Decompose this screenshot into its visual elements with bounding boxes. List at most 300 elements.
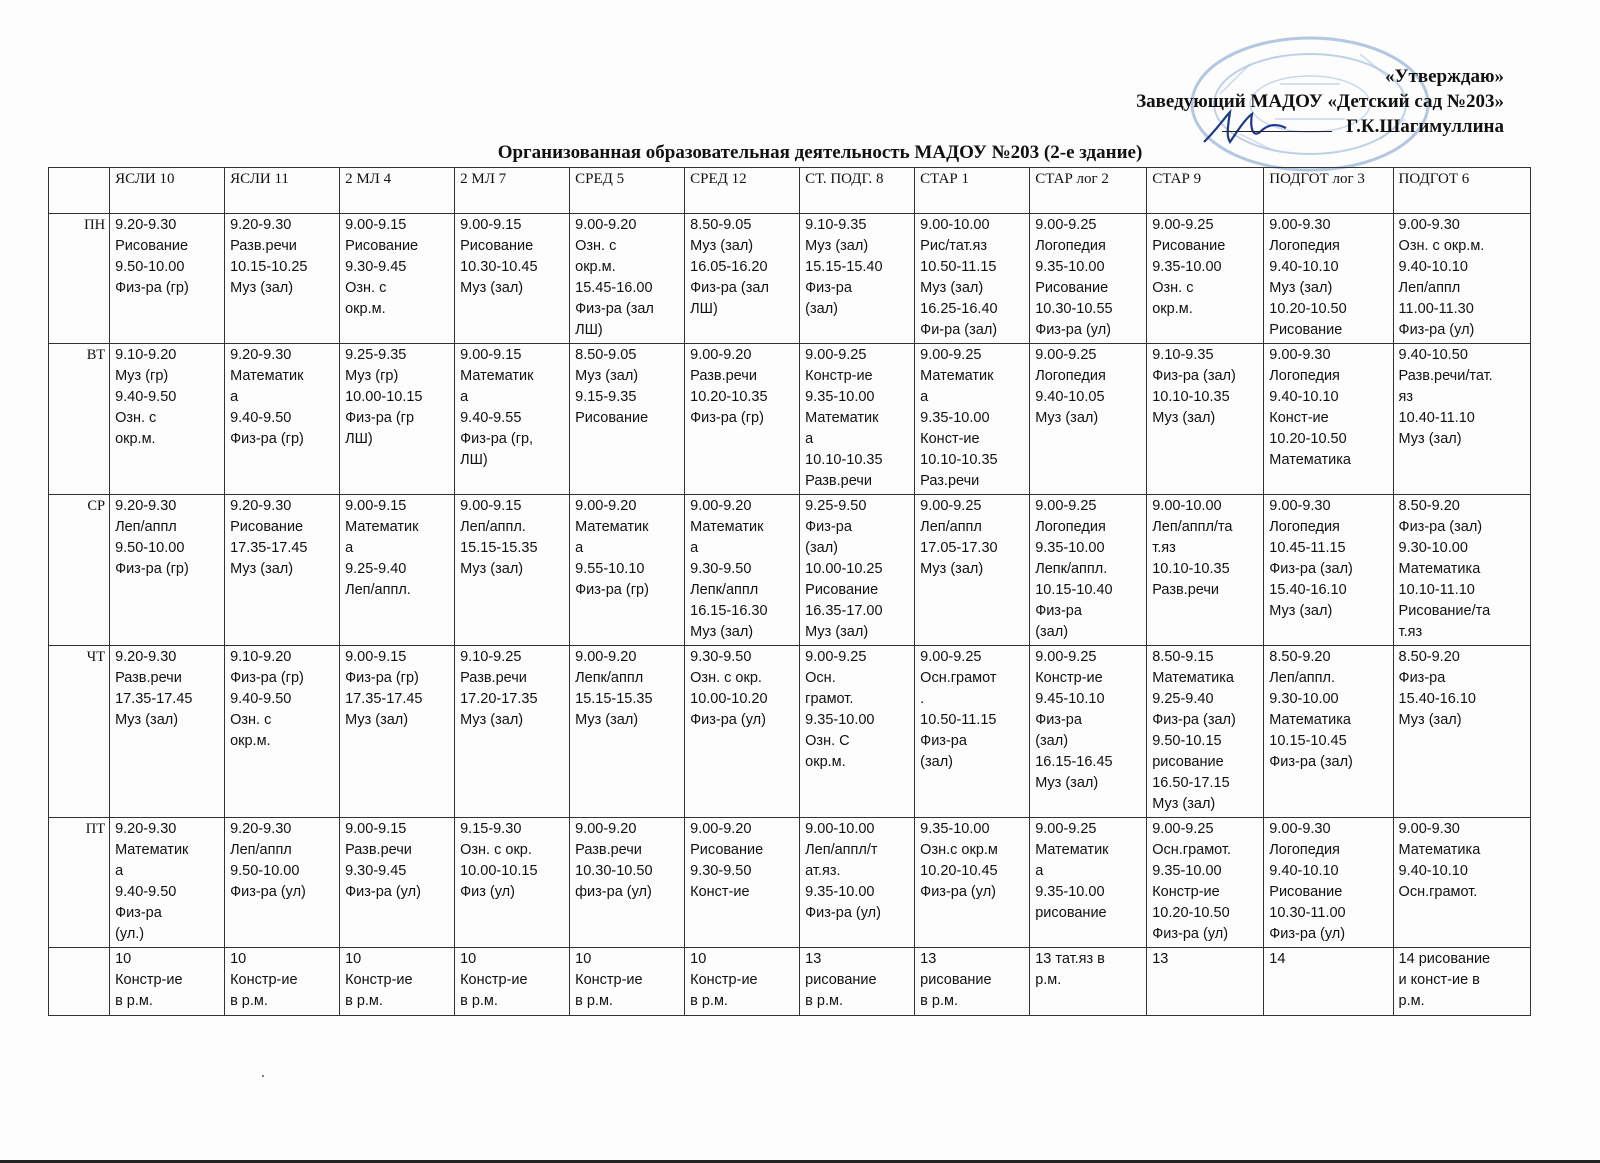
- cell-line: ЛШ): [575, 322, 603, 338]
- schedule-cell: [110, 495, 225, 646]
- cell-line: 9.10-9.35: [805, 217, 867, 233]
- cell-line: в р.м.: [575, 993, 613, 1009]
- schedule-cell: [800, 818, 915, 948]
- cell-line: Физ-ра (ул): [920, 884, 996, 900]
- cell-line: 9.40-10.10: [1269, 863, 1339, 879]
- cell-line: 9.40-9.50: [230, 410, 292, 426]
- schedule-cell: [225, 214, 340, 344]
- cell-line: Физ-ра (гр): [115, 561, 189, 577]
- cell-line: Озн. с: [575, 238, 617, 254]
- header-row: [49, 168, 1531, 214]
- cell-line: 9.20-9.30: [115, 217, 177, 233]
- cell-line: Физ-ра (ул): [690, 712, 766, 728]
- cell-line: 9.35-10.00: [1152, 259, 1222, 275]
- cell-line: ат.яз.: [805, 863, 841, 879]
- cell-line: 13 тат.яз в: [1035, 951, 1105, 967]
- cell-line: 9.15-9.30: [460, 821, 522, 837]
- cell-line: Осн.грамот.: [1398, 884, 1478, 900]
- approval-heading: «Утверждаю»: [1385, 66, 1504, 87]
- cell-line: Фи-ра (зал): [920, 322, 998, 338]
- cell-line: 9.00-9.15: [345, 649, 407, 665]
- approval-position: Заведующий МАДОУ «Детский сад №203»: [1136, 91, 1504, 112]
- cell-line: Рисование: [575, 410, 649, 426]
- cell-line: 9.40-10.05: [1035, 389, 1105, 405]
- cell-line: 9.30-10.00: [1269, 691, 1339, 707]
- cell-line: Муз (зал): [805, 238, 869, 254]
- group-header: СРЕД 5: [570, 168, 685, 214]
- schedule-cell: [915, 214, 1030, 344]
- cell-line: 16.35-17.00: [805, 603, 883, 619]
- day-row: [49, 818, 1531, 948]
- day-row: [49, 214, 1531, 344]
- cell-line: в р.м.: [230, 993, 268, 1009]
- totals-label-cell: [49, 948, 110, 1016]
- cell-line: и конст-ие в: [1398, 972, 1480, 988]
- schedule-cell: [225, 495, 340, 646]
- cell-line: Муз (гр): [115, 368, 169, 384]
- cell-line: Физ (ул): [460, 884, 515, 900]
- cell-line: 9.20-9.30: [230, 217, 292, 233]
- cell-line: Математик: [575, 519, 649, 535]
- cell-line: Математик: [230, 368, 304, 384]
- cell-line: 9.00-9.25: [920, 498, 982, 514]
- cell-line: окр.м.: [1152, 301, 1193, 317]
- group-header: ПОДГОТ лог 3: [1264, 168, 1393, 214]
- cell-line: 10.15-10.25: [230, 259, 308, 275]
- cell-line: 10.30-10.50: [575, 863, 653, 879]
- cell-line: Математик: [460, 368, 534, 384]
- cell-line: 10.30-11.00: [1269, 905, 1346, 921]
- cell-line: Рис/тат.яз: [920, 238, 988, 254]
- cell-line: Физ-ра (зал: [575, 301, 654, 317]
- cell-line: Муз (зал): [1152, 796, 1216, 812]
- cell-line: Логопедия: [1035, 238, 1106, 254]
- group-header: СТ. ПОДГ. 8: [800, 168, 915, 214]
- schedule-cell: [1147, 495, 1264, 646]
- cell-line: 14 рисование: [1398, 951, 1491, 967]
- cell-line: Леп/аппл: [1398, 280, 1461, 296]
- cell-line: (зал): [1035, 733, 1069, 749]
- cell-line: 9.50-10.00: [115, 540, 185, 556]
- day-label: ПТ: [49, 818, 110, 948]
- cell-line: 10.20-10.50: [1152, 905, 1230, 921]
- cell-line: 9.00-9.25: [805, 347, 867, 363]
- cell-line: Муз (зал): [805, 624, 869, 640]
- cell-line: 9.00-9.25: [1152, 821, 1214, 837]
- schedule-cell: [455, 646, 570, 818]
- cell-line: 10.10-11.10: [1398, 582, 1475, 598]
- cell-line: 9.40-9.50: [115, 389, 177, 405]
- cell-line: Математика: [1398, 561, 1481, 577]
- cell-line: Озн. с: [230, 712, 272, 728]
- cell-line: Констр-ие: [575, 972, 643, 988]
- cell-line: Математик: [115, 842, 189, 858]
- cell-line: Логопедия: [1269, 519, 1340, 535]
- cell-line: 9.00-9.25: [1035, 649, 1097, 665]
- cell-line: Рисование: [690, 842, 764, 858]
- totals-cell: [1147, 948, 1264, 1016]
- day-label: СР: [49, 495, 110, 646]
- cell-line: 13: [805, 951, 822, 967]
- cell-line: окр.м.: [345, 301, 386, 317]
- cell-line: Логопедия: [1035, 519, 1106, 535]
- cell-line: 9.20-9.30: [115, 821, 177, 837]
- schedule-cell: [685, 818, 800, 948]
- cell-line: Физ-ра (гр): [230, 670, 304, 686]
- cell-line: Муз (зал): [1035, 410, 1099, 426]
- cell-line: 9.20-9.30: [115, 649, 177, 665]
- cell-line: 9.35-10.00: [805, 884, 875, 900]
- cell-line: 10.10-10.35: [805, 452, 883, 468]
- cell-line: а: [1035, 863, 1044, 879]
- cell-line: Физ-ра (ул): [805, 905, 881, 921]
- cell-line: 9.10-9.20: [230, 649, 292, 665]
- cell-line: в р.м.: [920, 993, 958, 1009]
- cell-line: 9.40-10.50: [1398, 347, 1468, 363]
- cell-line: Осн.грамот.: [1152, 842, 1231, 858]
- schedule-cell: [110, 818, 225, 948]
- cell-line: 9.40-10.10: [1398, 259, 1468, 275]
- cell-line: 10.00-10.15: [345, 389, 423, 405]
- cell-line: 9.35-10.00: [805, 712, 875, 728]
- cell-line: Рисование: [230, 519, 304, 535]
- cell-line: 15.40-16.10: [1269, 582, 1347, 598]
- cell-line: Муз (зал): [345, 712, 409, 728]
- cell-line: Физ-ра (зал): [1152, 368, 1236, 384]
- cell-line: (зал): [805, 301, 838, 317]
- cell-line: Осн.грамот: [920, 670, 997, 686]
- cell-line: 9.50-10.00: [115, 259, 185, 275]
- cell-line: Физ-ра (зал): [1269, 561, 1353, 577]
- cell-line: Физ-ра: [115, 905, 162, 921]
- cell-line: Рисование: [460, 238, 534, 254]
- schedule-cell: [1393, 495, 1530, 646]
- cell-line: 9.00-9.20: [575, 649, 637, 665]
- schedule-cell: [110, 646, 225, 818]
- schedule-cell: [570, 818, 685, 948]
- schedule-cell: [340, 495, 455, 646]
- cell-line: яз: [1398, 389, 1414, 405]
- schedule-cell: [1393, 818, 1530, 948]
- cell-line: 9.30-9.45: [345, 863, 407, 879]
- cell-line: 15.15-15.35: [460, 540, 538, 556]
- cell-line: а: [805, 431, 814, 447]
- totals-cell: [340, 948, 455, 1016]
- cell-line: 10: [230, 951, 247, 967]
- cell-line: 17.35-17.45: [230, 540, 308, 556]
- cell-line: 9.50-10.00: [230, 863, 300, 879]
- cell-line: Математик: [920, 368, 994, 384]
- schedule-cell: [455, 344, 570, 495]
- schedule-cell: [800, 214, 915, 344]
- schedule-cell: [225, 818, 340, 948]
- cell-line: 9.00-9.30: [1269, 821, 1331, 837]
- cell-line: Разв.речи: [690, 368, 757, 384]
- cell-line: Рисование: [1035, 280, 1109, 296]
- cell-line: р.м.: [1035, 972, 1062, 988]
- day-row: [49, 495, 1531, 646]
- cell-line: Конст-ие: [1269, 410, 1329, 426]
- cell-line: 9.25-9.50: [805, 498, 867, 514]
- cell-line: Математик: [1035, 842, 1109, 858]
- cell-line: Рисование: [1269, 884, 1343, 900]
- cell-line: 8.50-9.05: [690, 217, 752, 233]
- cell-line: 16.25-16.40: [920, 301, 998, 317]
- cell-line: Физ-ра (гр): [575, 582, 649, 598]
- schedule-table: [48, 167, 1531, 1016]
- schedule-cell: [1147, 214, 1264, 344]
- cell-line: ЛШ): [460, 452, 488, 468]
- cell-line: Разв.речи: [575, 842, 642, 858]
- cell-line: Муз (зал): [230, 561, 294, 577]
- cell-line: 9.40-10.10: [1269, 259, 1339, 275]
- cell-line: 9.00-9.30: [1269, 217, 1331, 233]
- cell-line: Математика: [1269, 452, 1351, 468]
- cell-line: Физ-ра (ул): [1152, 926, 1229, 942]
- cell-line: 9.00-9.20: [575, 217, 637, 233]
- cell-line: в р.м.: [805, 993, 843, 1009]
- totals-cell: [1030, 948, 1147, 1016]
- schedule-cell: [225, 344, 340, 495]
- cell-line: 9.35-10.00: [1035, 540, 1105, 556]
- schedule-cell: [1030, 214, 1147, 344]
- cell-line: Конст-ие: [920, 431, 980, 447]
- cell-line: 10.40-11.10: [1398, 410, 1475, 426]
- cell-line: 10.15-10.45: [1269, 733, 1347, 749]
- cell-line: рисование: [920, 972, 992, 988]
- group-header: СРЕД 12: [685, 168, 800, 214]
- cell-line: 8.50-9.20: [1269, 649, 1331, 665]
- totals-cell: [1264, 948, 1393, 1016]
- cell-line: 16.15-16.45: [1035, 754, 1113, 770]
- cell-line: 9.00-9.20: [690, 821, 752, 837]
- cell-line: 17.35-17.45: [115, 691, 193, 707]
- cell-line: Муз (зал): [1035, 775, 1099, 791]
- cell-line: Физ-ра: [1035, 603, 1082, 619]
- cell-line: 9.45-10.10: [1035, 691, 1105, 707]
- cell-line: 9.15-9.35: [575, 389, 637, 405]
- cell-line: Муз (зал): [460, 712, 524, 728]
- cell-line: 10.20-10.35: [690, 389, 768, 405]
- cell-line: Рисование/та: [1398, 603, 1491, 619]
- cell-line: 9.55-10.10: [575, 561, 645, 577]
- cell-line: 9.20-9.30: [230, 821, 292, 837]
- cell-line: а: [460, 389, 469, 405]
- totals-cell: [455, 948, 570, 1016]
- cell-line: 17.35-17.45: [345, 691, 423, 707]
- cell-line: 9.00-9.15: [345, 217, 407, 233]
- cell-line: Констр-ие: [460, 972, 528, 988]
- cell-line: 8.50-9.20: [1398, 498, 1460, 514]
- cell-line: Озн. С: [805, 733, 850, 749]
- cell-line: рисование: [1152, 754, 1224, 770]
- cell-line: 10.00-10.20: [690, 691, 768, 707]
- cell-line: Муз (зал): [690, 238, 754, 254]
- cell-line: Озн. с окр.: [690, 670, 762, 686]
- cell-line: Физ-ра (зал): [1269, 754, 1353, 770]
- cell-line: 8.50-9.20: [1398, 649, 1460, 665]
- cell-line: Леп/аппл.: [1269, 670, 1335, 686]
- cell-line: 10.50-11.15: [920, 712, 997, 728]
- cell-line: Физ-ра (ул): [230, 884, 306, 900]
- cell-line: 9.25-9.35: [345, 347, 407, 363]
- cell-line: 9.35-10.00: [1152, 863, 1222, 879]
- schedule-cell: [340, 214, 455, 344]
- cell-line: 9.30-9.45: [345, 259, 407, 275]
- cell-line: рисование: [805, 972, 877, 988]
- cell-line: Муз (зал): [1269, 280, 1333, 296]
- cell-line: Муз (зал): [115, 712, 179, 728]
- schedule-cell: [340, 344, 455, 495]
- schedule-cell: [455, 214, 570, 344]
- cell-line: Физ-ра (ул): [1398, 322, 1475, 338]
- cell-line: 10: [345, 951, 362, 967]
- cell-line: 9.25-9.40: [1152, 691, 1214, 707]
- cell-line: Физ-ра: [805, 280, 852, 296]
- cell-line: Математика: [1398, 842, 1481, 858]
- cell-line: Логопедия: [1269, 368, 1340, 384]
- cell-line: Осн.: [805, 670, 836, 686]
- schedule-cell: [1264, 818, 1393, 948]
- cell-line: 15.45-16.00: [575, 280, 653, 296]
- cell-line: а: [230, 389, 239, 405]
- cell-line: 9.25-9.40: [345, 561, 407, 577]
- cell-line: 9.00-9.15: [345, 821, 407, 837]
- cell-line: 10.00-10.25: [805, 561, 883, 577]
- group-header: ЯСЛИ 11: [225, 168, 340, 214]
- cell-line: 13: [920, 951, 937, 967]
- cell-line: ЛШ): [345, 431, 373, 447]
- cell-line: Леп/аппл: [920, 519, 982, 535]
- schedule-cell: [110, 344, 225, 495]
- cell-line: Озн. с: [115, 410, 157, 426]
- totals-cell: [1393, 948, 1530, 1016]
- cell-line: 9.00-9.20: [575, 498, 637, 514]
- group-header: ЯСЛИ 10: [110, 168, 225, 214]
- schedule-cell: [1393, 646, 1530, 818]
- cell-line: 9.00-9.25: [1035, 821, 1097, 837]
- schedule-cell: [685, 646, 800, 818]
- cell-line: 16.05-16.20: [690, 259, 768, 275]
- schedule-cell: [340, 646, 455, 818]
- cell-line: (зал): [920, 754, 954, 770]
- cell-line: 17.20-17.35: [460, 691, 538, 707]
- cell-line: Логопедия: [1269, 238, 1340, 254]
- totals-cell: [685, 948, 800, 1016]
- cell-line: 14: [1269, 951, 1286, 967]
- cell-line: 10.10-10.35: [1152, 389, 1230, 405]
- schedule-cell: [340, 818, 455, 948]
- cell-line: 9.30-9.50: [690, 649, 752, 665]
- schedule-cell: [915, 344, 1030, 495]
- cell-line: Разв.речи/тат.: [1398, 368, 1493, 384]
- totals-cell: [570, 948, 685, 1016]
- cell-line: Лепк/аппл: [690, 582, 759, 598]
- cell-line: 9.00-9.30: [1269, 498, 1331, 514]
- cell-line: Муз (зал): [1269, 603, 1333, 619]
- cell-line: 9.00-9.25: [920, 347, 982, 363]
- scan-speck: [262, 1075, 264, 1077]
- schedule-cell: [1393, 214, 1530, 344]
- cell-line: 9.00-9.20: [690, 347, 752, 363]
- cell-line: Леп/аппл/т: [805, 842, 878, 858]
- group-header: СТАР лог 2: [1030, 168, 1147, 214]
- cell-line: .: [920, 691, 925, 707]
- cell-line: Физ-ра (гр: [345, 410, 415, 426]
- cell-line: Физ-ра (гр): [230, 431, 304, 447]
- cell-line: Констр-ие: [690, 972, 758, 988]
- cell-line: Муз (гр): [345, 368, 399, 384]
- cell-line: 9.00-9.20: [575, 821, 637, 837]
- cell-line: 9.10-9.25: [460, 649, 522, 665]
- cell-line: окр.м.: [805, 754, 846, 770]
- cell-line: Физ-ра (гр): [345, 670, 419, 686]
- cell-line: 8.50-9.05: [575, 347, 637, 363]
- cell-line: Рисование: [345, 238, 419, 254]
- schedule-cell: [570, 214, 685, 344]
- cell-line: 9.20-9.30: [230, 498, 292, 514]
- cell-line: Разв.речи: [805, 473, 872, 489]
- schedule-cell: [1264, 344, 1393, 495]
- cell-line: 15.15-15.40: [805, 259, 883, 275]
- cell-line: 9.00-9.30: [1398, 821, 1460, 837]
- schedule-cell: [225, 646, 340, 818]
- cell-line: а: [115, 863, 124, 879]
- cell-line: Леп/аппл.: [460, 519, 526, 535]
- cell-line: Физ-ра: [805, 519, 852, 535]
- cell-line: 15.15-15.35: [575, 691, 653, 707]
- cell-line: Озн. с: [1152, 280, 1194, 296]
- cell-line: 9.30-9.50: [690, 561, 752, 577]
- cell-line: 11.00-11.30: [1398, 301, 1474, 317]
- cell-line: 13: [1152, 951, 1169, 967]
- approval-block: [1136, 64, 1504, 139]
- schedule-cell: [1030, 495, 1147, 646]
- totals-row: [49, 948, 1531, 1016]
- cell-line: 9.10-9.35: [1152, 347, 1214, 363]
- schedule-cell: [570, 344, 685, 495]
- signatory-name: Г.К.Шагимуллина: [1346, 116, 1504, 137]
- cell-line: 9.20-9.30: [115, 498, 177, 514]
- group-header: 2 МЛ 4: [340, 168, 455, 214]
- cell-line: 10.20-10.50: [1269, 301, 1347, 317]
- day-row: [49, 344, 1531, 495]
- cell-line: 9.00-9.25: [920, 649, 982, 665]
- cell-line: Физ-ра (ул): [345, 884, 421, 900]
- cell-line: Рисование: [115, 238, 189, 254]
- cell-line: 16.15-16.30: [690, 603, 768, 619]
- cell-line: в р.м.: [690, 993, 728, 1009]
- cell-line: 10.30-10.55: [1035, 301, 1113, 317]
- cell-line: 16.50-17.15: [1152, 775, 1230, 791]
- group-header: ПОДГОТ 6: [1393, 168, 1530, 214]
- cell-line: т.яз: [1398, 624, 1423, 640]
- group-header: СТАР 1: [915, 168, 1030, 214]
- totals-cell: [225, 948, 340, 1016]
- cell-line: 9.10-9.20: [115, 347, 177, 363]
- cell-line: Озн.с окр.м: [920, 842, 998, 858]
- schedule-cell: [1264, 646, 1393, 818]
- cell-line: 9.40-10.10: [1398, 863, 1468, 879]
- cell-line: Физ-ра: [1398, 670, 1446, 686]
- cell-line: 10.10-10.35: [1152, 561, 1230, 577]
- schedule-cell: [455, 818, 570, 948]
- cell-line: Конст-ие: [690, 884, 750, 900]
- cell-line: физ-ра (ул): [575, 884, 652, 900]
- cell-line: окр.м.: [115, 431, 156, 447]
- cell-line: 10: [690, 951, 707, 967]
- cell-line: 10.30-10.45: [460, 259, 538, 275]
